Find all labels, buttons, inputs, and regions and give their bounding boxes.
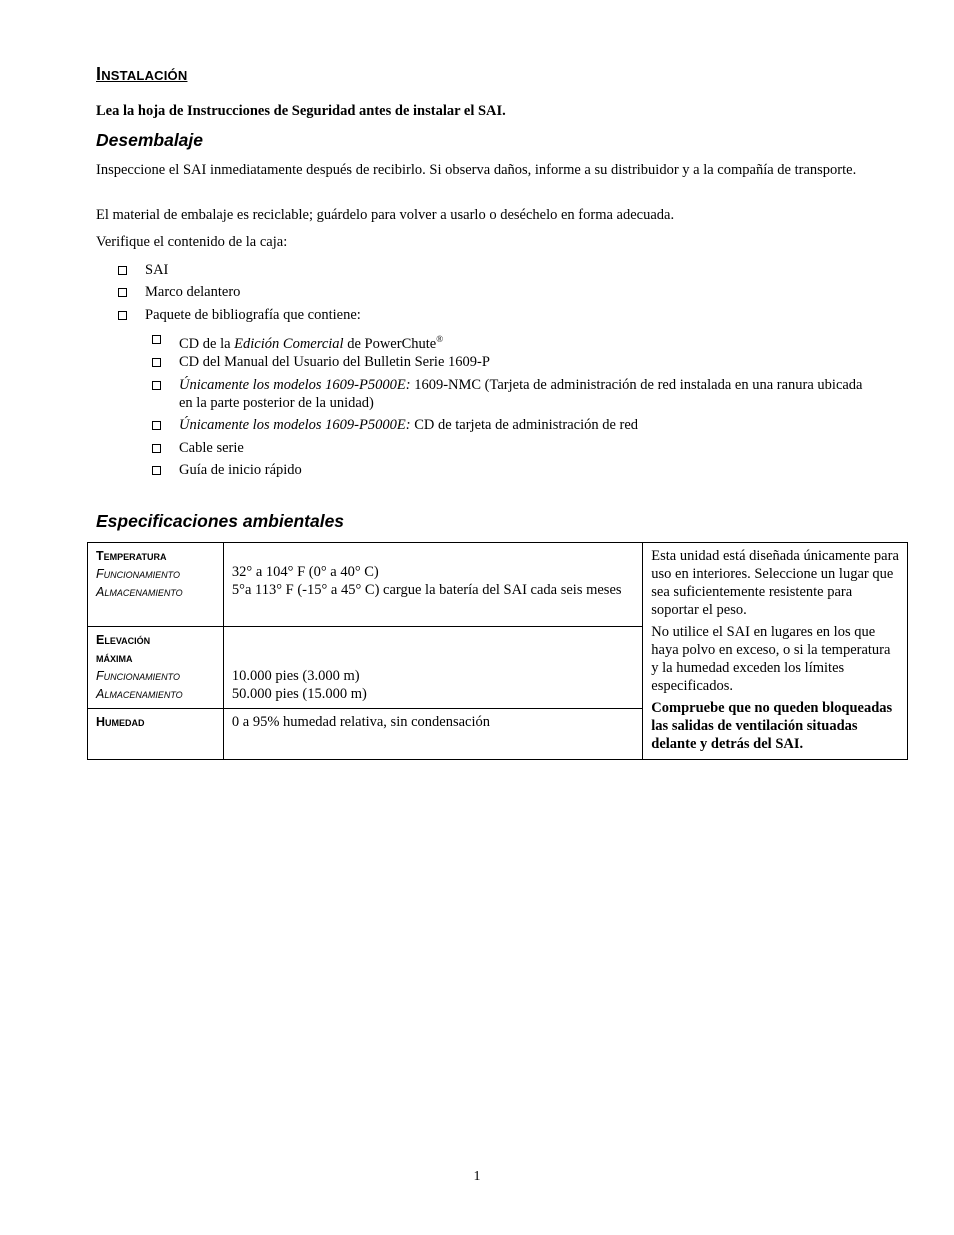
safety-warning: Lea la hoja de Instrucciones de Seguridad antes de instalar el SAI.	[96, 103, 506, 119]
operating-label: Funcionamiento	[96, 669, 180, 683]
note-dust-limits: No utilice el SAI en lugares en los que haya polvo en exceso, o si la temperatura y la humedad exceden los límites especificados.	[651, 624, 891, 694]
unpacking-paragraph-2: El material de embalaje es reciclable; guárdelo para volver a usarlo o deséchelo en forma adecuada.	[96, 207, 675, 223]
storage-label: Almacenamiento	[96, 687, 183, 701]
elevation-storage-value: 50.000 pies (15.000 m)	[231, 686, 367, 702]
checkbox-icon	[118, 288, 127, 297]
list-item-nmc-cd: Únicamente los modelos 1609-P5000E: CD de tarjeta de administración de red	[179, 417, 639, 433]
temperature-label-cell	[88, 543, 224, 627]
humidity-value-cell	[223, 709, 642, 760]
checkbox-icon	[118, 311, 127, 320]
temperature-label: Temperatura	[96, 549, 167, 563]
checkbox-icon	[118, 266, 127, 275]
list-item: Paquete de bibliografía que contiene:	[145, 307, 361, 323]
checkbox-icon	[152, 335, 161, 344]
contents-intro: Verifique el contenido de la caja:	[96, 234, 288, 250]
note-indoor-use: Esta unidad está diseñada únicamente para uso en interiores. Seleccione un lugar que sea suficientemente resistente para soportar el peso.	[651, 548, 899, 618]
elevation-operating-value: 10.000 pies (3.000 m)	[231, 668, 360, 684]
list-item: SAI	[145, 262, 169, 278]
table-row	[88, 543, 908, 627]
unpacking-heading: Desembalaje	[96, 130, 204, 150]
checkbox-icon	[152, 358, 161, 367]
registered-mark: ®	[436, 334, 444, 344]
elevation-label-2: máxima	[96, 651, 133, 665]
list-item-nmc: Únicamente los modelos 1609-P5000E: 1609-NMC (Tarjeta de administración de red instalada en una ranura ubicada en la parte posterior de la unidad)	[179, 377, 863, 411]
humidity-label: Humedad	[96, 715, 145, 729]
list-item-powerchute-cd: CD de la Edición Comercial de PowerChute®	[179, 334, 444, 352]
environment-spec-table	[87, 542, 908, 760]
environment-notes-cell	[643, 543, 908, 760]
checkbox-icon	[152, 444, 161, 453]
checkbox-icon	[152, 381, 161, 390]
page-title: Instalación	[96, 64, 188, 84]
humidity-label-cell	[88, 709, 224, 760]
note-ventilation: Compruebe que no queden bloqueadas las salidas de ventilación situadas delante y detrás del SAI.	[651, 700, 893, 752]
elevation-value-cell	[223, 627, 642, 709]
humidity-value: 0 a 95% humedad relativa, sin condensación	[231, 714, 491, 730]
list-item: Guía de inicio rápido	[179, 462, 302, 478]
list-item: CD del Manual del Usuario del Bulletin Serie 1609-P	[179, 354, 490, 370]
checkbox-icon	[152, 466, 161, 475]
elevation-label: Elevación	[96, 633, 151, 647]
checkbox-icon	[152, 421, 161, 430]
temperature-value-cell	[223, 543, 642, 627]
storage-label: Almacenamiento	[96, 585, 183, 599]
list-item: Marco delantero	[145, 284, 241, 300]
elevation-label-cell	[88, 627, 224, 709]
temperature-storage-value: 5°a 113° F (-15° a 45° C) cargue la batería del SAI cada seis meses	[231, 582, 622, 598]
page-number: 1	[473, 1169, 481, 1184]
environment-heading: Especificaciones ambientales	[96, 511, 345, 531]
operating-label: Funcionamiento	[96, 567, 180, 581]
temperature-operating-value: 32° a 104° F (0° a 40° C)	[231, 564, 379, 580]
unpacking-paragraph-1: Inspeccione el SAI inmediatamente después de recibirlo. Si observa daños, informe a su distribuidor y a la compañía de transporte.	[96, 162, 857, 178]
list-item: Cable serie	[179, 440, 244, 456]
